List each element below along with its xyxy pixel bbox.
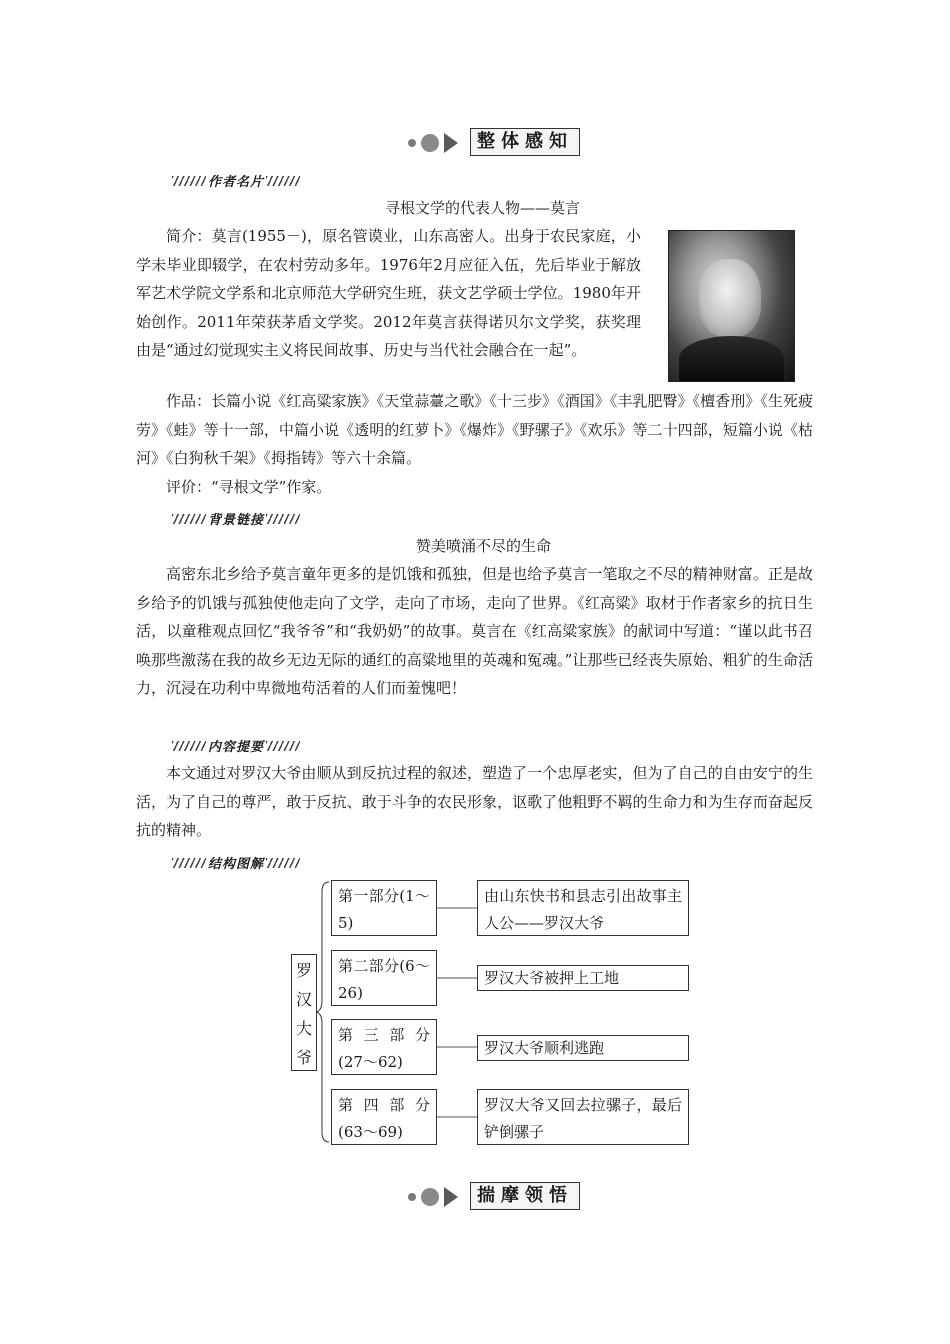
subheading-label: 结构图解 <box>208 857 265 872</box>
part-label-box: 第 三 部 分(27～62) <box>331 1019 437 1075</box>
works-text: 作品：长篇小说《红高粱家族》《天堂蒜薹之歌》《十三步》《酒国》《丰乳肥臀》《檀香刑》《生死疲劳》《蛙》等十一部，中篇小说《透明的红萝卜》《爆炸》《野骡子》《欢乐》等二十四部，短篇小说《枯河》《白狗秋千架》《拇指铸》等六十余篇。 <box>136 392 813 467</box>
section-title: 整体感知 <box>470 128 580 156</box>
background-paragraph: 高密东北乡给予莫言童年更多的是饥饿和孤独，但是也给予莫言一笔取之不尽的精神财富。正是故乡给予的饥饿与孤独使他走向了文学，走向了市场，走向了世界。《红高粱》取材于作者家乡的抗日生活，以童稚观点回忆“我爷爷”和“我奶奶”的故事。莫言在《红高粱家族》的献词中写道：“谨以此书召唤那些激荡在我的故乡无边无际的通红的高粱地里的英魂和冤魂。”让那些已经丧失原始、粗犷的生命活力，沉浸在功利中卑微地苟活着的人们而羞愧吧！ <box>136 565 813 697</box>
author-works <box>136 387 813 501</box>
subheading-label: 背景链接 <box>208 513 265 528</box>
photo-shoulders <box>679 336 784 381</box>
hatch-decoration <box>172 858 206 868</box>
intro-text: 简介：莫言(1955－)，原名管谟业，山东高密人。出身于农民家庭，小学未毕业即辍学，在农村劳动多年。1976年2月应征入伍，先后毕业于解放军艺术学院文学系和北京师范大学研究生班，获文艺学硕士学位。1980年开始创作。2011年荣获茅盾文学奖。2012年莫言获得诺贝尔文学奖，获奖理由是“通过幻觉现实主义将民间故事、历史与当代社会融合在一起”。 <box>136 227 641 359</box>
hatch-decoration <box>172 741 206 751</box>
section-title: 揣摩领悟 <box>470 1182 580 1210</box>
bullet-dot-icon <box>408 139 416 147</box>
bullet-circle-icon <box>421 1188 439 1206</box>
part-content-box: 罗汉大爷被押上工地 <box>477 965 689 991</box>
subheading-label: 内容提要 <box>208 740 265 755</box>
author-title: 寻根文学的代表人物——莫言 <box>385 199 581 217</box>
hatch-decoration <box>172 176 206 186</box>
root-char: 大 <box>295 1019 312 1038</box>
root-char: 爷 <box>295 1048 312 1067</box>
arrow-right-icon <box>444 133 458 153</box>
review-text: 评价：“寻根文学”作家。 <box>166 477 332 496</box>
outer-brace <box>316 882 329 1142</box>
subheading-background <box>172 508 300 528</box>
background-title: 赞美喷涌不尽的生命 <box>416 537 552 555</box>
hatch-decoration <box>172 514 206 524</box>
background-text <box>136 560 813 703</box>
root-char: 汉 <box>295 990 312 1009</box>
subheading-label: 作者名片 <box>208 175 265 190</box>
root-char: 罗 <box>295 961 312 980</box>
hatch-decoration <box>266 741 300 751</box>
structure-root <box>291 954 317 1071</box>
photo-face <box>699 259 761 337</box>
part-content-box: 罗汉大爷又回去拉骡子，最后铲倒骡子 <box>477 1089 689 1145</box>
part-label-box: 第 四 部 分(63～69) <box>331 1089 437 1145</box>
section-banner-overall <box>0 122 950 162</box>
author-photo <box>668 230 795 382</box>
subheading-author <box>172 170 300 190</box>
part-label-box: 第二部分(6～26) <box>331 950 437 1006</box>
hatch-decoration <box>266 514 300 524</box>
hatch-decoration <box>266 858 300 868</box>
bullet-dot-icon <box>408 1193 416 1201</box>
part-label-box: 第一部分(1～5) <box>331 880 437 936</box>
subheading-summary <box>172 735 300 755</box>
part-content-box: 罗汉大爷顺利逃跑 <box>477 1035 689 1061</box>
arrow-right-icon <box>444 1187 458 1207</box>
summary-paragraph: 本文通过对罗汉大爷由顺从到反抗过程的叙述，塑造了一个忠厚老实，但为了自己的自由安宁的生活，为了自己的尊严，敢于反抗、敢于斗争的农民形象，讴歌了他粗野不羁的生命力和为生存而奋起反抗的精神。 <box>136 764 813 839</box>
subheading-structure <box>172 852 300 872</box>
section-banner-savor <box>0 1176 950 1216</box>
hatch-decoration <box>266 176 300 186</box>
bullet-circle-icon <box>421 134 439 152</box>
author-intro <box>136 222 641 365</box>
part-content-box: 由山东快书和县志引出故事主人公——罗汉大爷 <box>477 880 689 936</box>
summary-text <box>136 759 813 845</box>
